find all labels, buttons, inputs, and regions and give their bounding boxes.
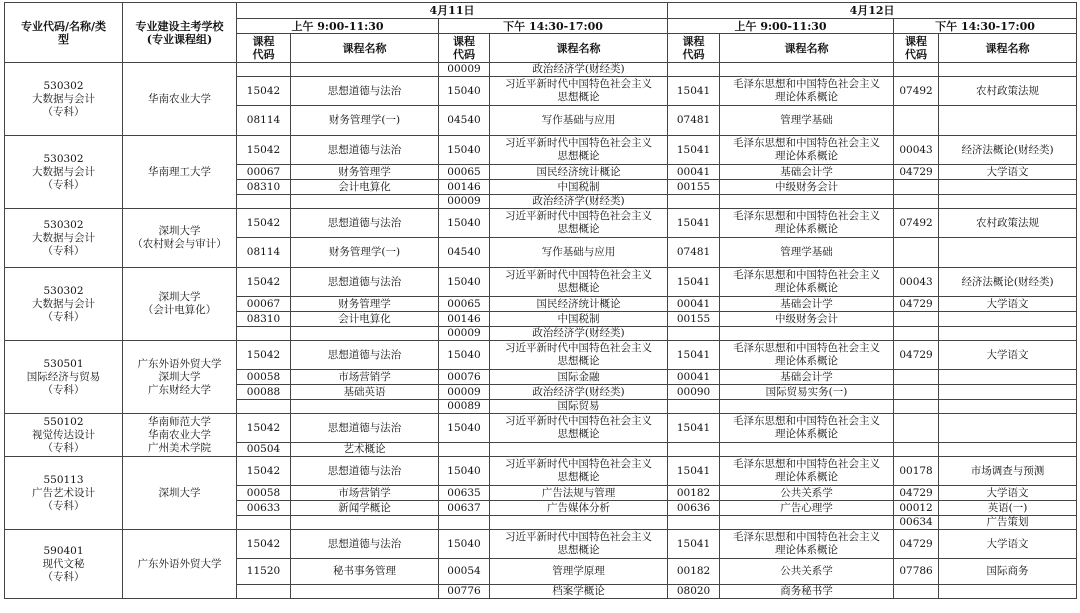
header-day2-afternoon: 下午 14:30-17:00 xyxy=(894,19,1077,34)
course-pm2-code xyxy=(894,385,939,400)
header-name: 课程名称 xyxy=(720,34,894,63)
course-am2-name xyxy=(720,516,894,530)
course-pm2-code: 07786 xyxy=(894,559,939,585)
course-pm1-code: 00089 xyxy=(439,400,490,414)
header-name: 课程名称 xyxy=(939,34,1077,63)
schedule-table xyxy=(4,2,1077,599)
course-pm1-name xyxy=(490,516,668,530)
course-am2-code: 07481 xyxy=(668,238,720,268)
course-am1-name xyxy=(291,63,439,77)
course-pm1-name: 写作基础与应用 xyxy=(490,238,668,268)
course-am2-name: 毛泽东思想和中国特色社会主义 理论体系概论 xyxy=(720,209,894,238)
course-am2-name: 公共关系学 xyxy=(720,486,894,501)
course-am1-name: 思想道德与法治 xyxy=(291,77,439,106)
course-pm2-name xyxy=(939,585,1077,599)
school-cell: 深圳大学 （农村财会与审计） xyxy=(123,209,237,268)
course-am2-code: 15041 xyxy=(668,414,720,443)
course-am2-name: 中级财务会计 xyxy=(720,180,894,195)
course-pm1-code: 00776 xyxy=(439,585,490,599)
course-am1-code: 00058 xyxy=(237,486,291,501)
course-pm1-name: 习近平新时代中国特色社会主义 思想概论 xyxy=(490,414,668,443)
major-cell: 530302 大数据与会计 （专科） xyxy=(5,209,123,268)
course-am1-name xyxy=(291,327,439,341)
course-pm1-code: 00009 xyxy=(439,327,490,341)
course-am1-name: 市场营销学 xyxy=(291,486,439,501)
course-pm2-code: 00012 xyxy=(894,501,939,516)
header-day1: 4月11日 xyxy=(237,3,668,19)
course-am2-name: 广告心理学 xyxy=(720,501,894,516)
course-am2-code: 00155 xyxy=(668,180,720,195)
table-row xyxy=(5,530,1077,559)
course-pm1-code xyxy=(439,443,490,457)
course-am1-name: 新闻学概论 xyxy=(291,501,439,516)
course-pm1-name: 政治经济学(财经类) xyxy=(490,385,668,400)
course-pm2-name: 农村政策法规 xyxy=(939,209,1077,238)
course-am2-name xyxy=(720,443,894,457)
course-am2-code: 15041 xyxy=(668,530,720,559)
course-pm2-name xyxy=(939,312,1077,327)
course-pm1-code: 00065 xyxy=(439,165,490,180)
course-pm2-name: 市场调查与预测 xyxy=(939,457,1077,486)
course-pm1-name: 国民经济统计概论 xyxy=(490,297,668,312)
course-am1-name: 财务管理学 xyxy=(291,297,439,312)
course-am2-name: 管理学基础 xyxy=(720,238,894,268)
course-am2-name: 基础会计学 xyxy=(720,370,894,385)
course-am2-code: 15041 xyxy=(668,457,720,486)
course-am1-code xyxy=(237,195,291,209)
course-am1-name: 思想道德与法治 xyxy=(291,414,439,443)
course-pm1-code: 15040 xyxy=(439,530,490,559)
course-am1-code: 00058 xyxy=(237,370,291,385)
course-pm2-name xyxy=(939,63,1077,77)
course-pm2-name xyxy=(939,180,1077,195)
major-cell: 550102 视觉传达设计 （专科） xyxy=(5,414,123,457)
course-pm1-name: 中国税制 xyxy=(490,180,668,195)
course-pm2-name xyxy=(939,414,1077,443)
course-am2-name: 毛泽东思想和中国特色社会主义 理论体系概论 xyxy=(720,530,894,559)
table-row xyxy=(5,63,1077,77)
course-pm2-code xyxy=(894,327,939,341)
course-am1-name: 会计电算化 xyxy=(291,180,439,195)
course-am1-code: 15042 xyxy=(237,209,291,238)
course-pm1-name: 政治经济学(财经类) xyxy=(490,327,668,341)
course-am1-code: 15042 xyxy=(237,457,291,486)
course-pm1-code: 00009 xyxy=(439,385,490,400)
course-pm2-code: 04729 xyxy=(894,297,939,312)
course-pm2-name xyxy=(939,443,1077,457)
header-code: 课程 代码 xyxy=(237,34,291,63)
course-am2-code: 15041 xyxy=(668,268,720,297)
major-cell: 590401 现代文秘 （专科） xyxy=(5,530,123,599)
table-row xyxy=(5,341,1077,370)
course-pm1-code: 04540 xyxy=(439,106,490,136)
course-am2-code xyxy=(668,63,720,77)
course-pm2-code xyxy=(894,106,939,136)
header-name: 课程名称 xyxy=(490,34,668,63)
header-major: 专业代码/名称/类 型 xyxy=(5,3,123,63)
course-pm1-code: 15040 xyxy=(439,457,490,486)
table-row xyxy=(5,209,1077,238)
course-pm1-name: 政治经济学(财经类) xyxy=(490,195,668,209)
course-pm2-code xyxy=(894,195,939,209)
course-pm1-code: 00065 xyxy=(439,297,490,312)
course-pm2-name xyxy=(939,327,1077,341)
major-cell: 530302 大数据与会计 （专科） xyxy=(5,63,123,136)
course-pm1-code: 15040 xyxy=(439,136,490,165)
course-pm2-name xyxy=(939,106,1077,136)
course-pm1-name: 习近平新时代中国特色社会主义 思想概论 xyxy=(490,530,668,559)
course-am1-code xyxy=(237,327,291,341)
course-pm2-code: 07492 xyxy=(894,209,939,238)
header-code: 课程 代码 xyxy=(894,34,939,63)
header-school: 专业建设主考学校 (专业课程组) xyxy=(123,3,237,63)
course-pm2-name: 国际商务 xyxy=(939,559,1077,585)
course-am1-code: 15042 xyxy=(237,530,291,559)
major-cell: 530302 大数据与会计 （专科） xyxy=(5,136,123,209)
school-cell: 华南理工大学 xyxy=(123,136,237,209)
course-am2-name xyxy=(720,195,894,209)
course-am1-name xyxy=(291,195,439,209)
course-am1-code xyxy=(237,585,291,599)
course-am1-name: 思想道德与法治 xyxy=(291,268,439,297)
course-am2-code: 00155 xyxy=(668,312,720,327)
course-pm2-name: 经济法概论(财经类) xyxy=(939,268,1077,297)
course-pm2-code xyxy=(894,238,939,268)
course-pm2-code xyxy=(894,180,939,195)
course-am1-name: 财务管理学(一) xyxy=(291,238,439,268)
course-pm2-code xyxy=(894,400,939,414)
course-pm2-name: 大学语文 xyxy=(939,297,1077,312)
course-pm1-name: 习近平新时代中国特色社会主义 思想概论 xyxy=(490,268,668,297)
course-am2-code: 15041 xyxy=(668,209,720,238)
course-am1-code: 08310 xyxy=(237,312,291,327)
course-pm1-code: 15040 xyxy=(439,414,490,443)
course-am2-name: 国际贸易实务(一) xyxy=(720,385,894,400)
school-cell: 华南师范大学 华南农业大学 广州美术学院 xyxy=(123,414,237,457)
course-pm1-code: 00637 xyxy=(439,501,490,516)
course-pm2-code: 04729 xyxy=(894,165,939,180)
header-code: 课程 代码 xyxy=(439,34,490,63)
course-pm1-name: 习近平新时代中国特色社会主义 思想概论 xyxy=(490,209,668,238)
course-am2-code: 00636 xyxy=(668,501,720,516)
course-am1-name: 思想道德与法治 xyxy=(291,530,439,559)
course-am1-name: 秘书事务管理 xyxy=(291,559,439,585)
course-am1-code: 15042 xyxy=(237,77,291,106)
course-am1-code: 15042 xyxy=(237,268,291,297)
course-am2-name: 毛泽东思想和中国特色社会主义 理论体系概论 xyxy=(720,268,894,297)
course-pm1-name xyxy=(490,443,668,457)
course-pm1-code: 15040 xyxy=(439,77,490,106)
course-am1-name xyxy=(291,516,439,530)
course-pm2-code: 00178 xyxy=(894,457,939,486)
course-am1-name: 艺术概论 xyxy=(291,443,439,457)
course-pm2-name: 大学语文 xyxy=(939,530,1077,559)
header-name: 课程名称 xyxy=(291,34,439,63)
course-am1-code: 08114 xyxy=(237,238,291,268)
schedule-body xyxy=(5,63,1077,599)
course-am2-code xyxy=(668,516,720,530)
course-am2-code xyxy=(668,195,720,209)
course-pm1-name: 广告法规与管理 xyxy=(490,486,668,501)
course-am2-name xyxy=(720,327,894,341)
school-cell: 广东外语外贸大学 xyxy=(123,530,237,599)
course-am2-code xyxy=(668,400,720,414)
course-pm2-code xyxy=(894,414,939,443)
course-am2-code xyxy=(668,327,720,341)
course-am2-name: 基础会计学 xyxy=(720,165,894,180)
course-pm1-name: 习近平新时代中国特色社会主义 思想概论 xyxy=(490,77,668,106)
course-pm2-code xyxy=(894,585,939,599)
header-day2-morning: 上午 9:00-11:30 xyxy=(668,19,894,34)
course-am2-code: 00041 xyxy=(668,297,720,312)
course-am2-name: 商务秘书学 xyxy=(720,585,894,599)
course-am2-code: 00041 xyxy=(668,165,720,180)
course-pm2-name xyxy=(939,370,1077,385)
course-am2-name: 基础会计学 xyxy=(720,297,894,312)
course-pm1-name: 国际贸易 xyxy=(490,400,668,414)
header-day1-afternoon: 下午 14:30-17:00 xyxy=(439,19,668,34)
course-am2-code: 07481 xyxy=(668,106,720,136)
course-am1-code: 15042 xyxy=(237,341,291,370)
course-am2-name xyxy=(720,400,894,414)
course-pm2-code xyxy=(894,63,939,77)
course-pm2-name: 英语(一) xyxy=(939,501,1077,516)
course-pm2-name: 大学语文 xyxy=(939,486,1077,501)
course-pm1-name: 写作基础与应用 xyxy=(490,106,668,136)
course-pm2-code xyxy=(894,443,939,457)
course-pm1-name: 管理学原理 xyxy=(490,559,668,585)
school-cell: 深圳大学 xyxy=(123,457,237,530)
course-am2-code xyxy=(668,443,720,457)
course-pm2-code: 00043 xyxy=(894,268,939,297)
course-am2-code: 00182 xyxy=(668,559,720,585)
course-am1-name: 思想道德与法治 xyxy=(291,341,439,370)
course-am2-code: 00182 xyxy=(668,486,720,501)
course-pm1-code xyxy=(439,516,490,530)
course-am2-code: 15041 xyxy=(668,341,720,370)
table-row xyxy=(5,457,1077,486)
major-cell: 530302 大数据与会计 （专科） xyxy=(5,268,123,341)
course-am1-code: 11520 xyxy=(237,559,291,585)
school-cell: 深圳大学 （会计电算化） xyxy=(123,268,237,341)
header-day1-morning: 上午 9:00-11:30 xyxy=(237,19,439,34)
course-am1-name: 思想道德与法治 xyxy=(291,457,439,486)
course-am2-code: 15041 xyxy=(668,77,720,106)
table-row xyxy=(5,136,1077,165)
course-am2-code: 00090 xyxy=(668,385,720,400)
course-pm1-name: 国民经济统计概论 xyxy=(490,165,668,180)
major-cell: 530501 国际经济与贸易 （专科） xyxy=(5,341,123,414)
exam-schedule xyxy=(4,2,1077,599)
course-pm1-code: 00009 xyxy=(439,63,490,77)
course-am1-name: 思想道德与法治 xyxy=(291,209,439,238)
course-am2-name: 毛泽东思想和中国特色社会主义 理论体系概论 xyxy=(720,341,894,370)
course-am1-code: 00088 xyxy=(237,385,291,400)
course-am2-name: 毛泽东思想和中国特色社会主义 理论体系概论 xyxy=(720,414,894,443)
course-am2-name: 毛泽东思想和中国特色社会主义 理论体系概论 xyxy=(720,136,894,165)
course-am1-name xyxy=(291,400,439,414)
course-am2-name: 毛泽东思想和中国特色社会主义 理论体系概论 xyxy=(720,457,894,486)
course-pm2-code xyxy=(894,370,939,385)
course-pm1-code: 00146 xyxy=(439,180,490,195)
course-pm2-name: 农村政策法规 xyxy=(939,77,1077,106)
course-pm1-name: 习近平新时代中国特色社会主义 思想概论 xyxy=(490,136,668,165)
course-am2-name: 中级财务会计 xyxy=(720,312,894,327)
course-am1-code: 08310 xyxy=(237,180,291,195)
table-row xyxy=(5,268,1077,297)
course-am2-name: 管理学基础 xyxy=(720,106,894,136)
school-cell: 广东外语外贸大学 深圳大学 广东财经大学 xyxy=(123,341,237,414)
course-am1-code xyxy=(237,63,291,77)
course-am1-name: 思想道德与法治 xyxy=(291,136,439,165)
course-pm1-code: 00054 xyxy=(439,559,490,585)
course-am1-code xyxy=(237,400,291,414)
course-am1-code: 00504 xyxy=(237,443,291,457)
header-code: 课程 代码 xyxy=(668,34,720,63)
course-am1-code: 08114 xyxy=(237,106,291,136)
course-am1-code: 00633 xyxy=(237,501,291,516)
course-pm2-code: 04729 xyxy=(894,530,939,559)
course-am2-code: 15041 xyxy=(668,136,720,165)
course-pm1-code: 00009 xyxy=(439,195,490,209)
course-pm2-code: 00043 xyxy=(894,136,939,165)
course-pm2-name xyxy=(939,400,1077,414)
course-pm2-name: 广告策划 xyxy=(939,516,1077,530)
course-pm1-name: 档案学概论 xyxy=(490,585,668,599)
course-am1-name xyxy=(291,585,439,599)
course-am1-name: 会计电算化 xyxy=(291,312,439,327)
header-day2: 4月12日 xyxy=(668,3,1077,19)
course-pm1-code: 00076 xyxy=(439,370,490,385)
course-pm2-code xyxy=(894,312,939,327)
course-am1-name: 财务管理学(一) xyxy=(291,106,439,136)
course-pm1-code: 15040 xyxy=(439,268,490,297)
course-pm2-code: 04729 xyxy=(894,341,939,370)
course-pm2-name: 大学语文 xyxy=(939,341,1077,370)
table-row xyxy=(5,414,1077,443)
course-pm2-code: 07492 xyxy=(894,77,939,106)
course-pm2-name xyxy=(939,385,1077,400)
course-pm2-code: 04729 xyxy=(894,486,939,501)
course-am2-code: 00041 xyxy=(668,370,720,385)
course-pm1-code: 04540 xyxy=(439,238,490,268)
course-pm2-name xyxy=(939,195,1077,209)
course-pm1-name: 中国税制 xyxy=(490,312,668,327)
major-cell: 550113 广告艺术设计 （专科） xyxy=(5,457,123,530)
course-pm1-name: 习近平新时代中国特色社会主义 思想概论 xyxy=(490,457,668,486)
course-pm1-name: 政治经济学(财经类) xyxy=(490,63,668,77)
school-cell: 华南农业大学 xyxy=(123,63,237,136)
course-am1-code: 15042 xyxy=(237,414,291,443)
course-am1-code: 15042 xyxy=(237,136,291,165)
course-pm1-name: 习近平新时代中国特色社会主义 思想概论 xyxy=(490,341,668,370)
course-am2-name: 毛泽东思想和中国特色社会主义 理论体系概论 xyxy=(720,77,894,106)
course-am1-code xyxy=(237,516,291,530)
course-pm1-name: 广告媒体分析 xyxy=(490,501,668,516)
course-am2-code: 08020 xyxy=(668,585,720,599)
course-pm1-code: 15040 xyxy=(439,209,490,238)
course-am2-name xyxy=(720,63,894,77)
course-am1-name: 财务管理学 xyxy=(291,165,439,180)
course-pm2-name: 经济法概论(财经类) xyxy=(939,136,1077,165)
course-pm1-code: 00635 xyxy=(439,486,490,501)
course-am1-name: 基础英语 xyxy=(291,385,439,400)
course-pm1-name: 国际金融 xyxy=(490,370,668,385)
course-am1-name: 市场营销学 xyxy=(291,370,439,385)
course-pm2-name: 大学语文 xyxy=(939,165,1077,180)
course-am1-code: 00067 xyxy=(237,165,291,180)
course-am1-code: 00067 xyxy=(237,297,291,312)
course-pm1-code: 15040 xyxy=(439,341,490,370)
course-pm2-code: 00634 xyxy=(894,516,939,530)
course-am2-name: 公共关系学 xyxy=(720,559,894,585)
course-pm1-code: 00146 xyxy=(439,312,490,327)
course-pm2-name xyxy=(939,238,1077,268)
